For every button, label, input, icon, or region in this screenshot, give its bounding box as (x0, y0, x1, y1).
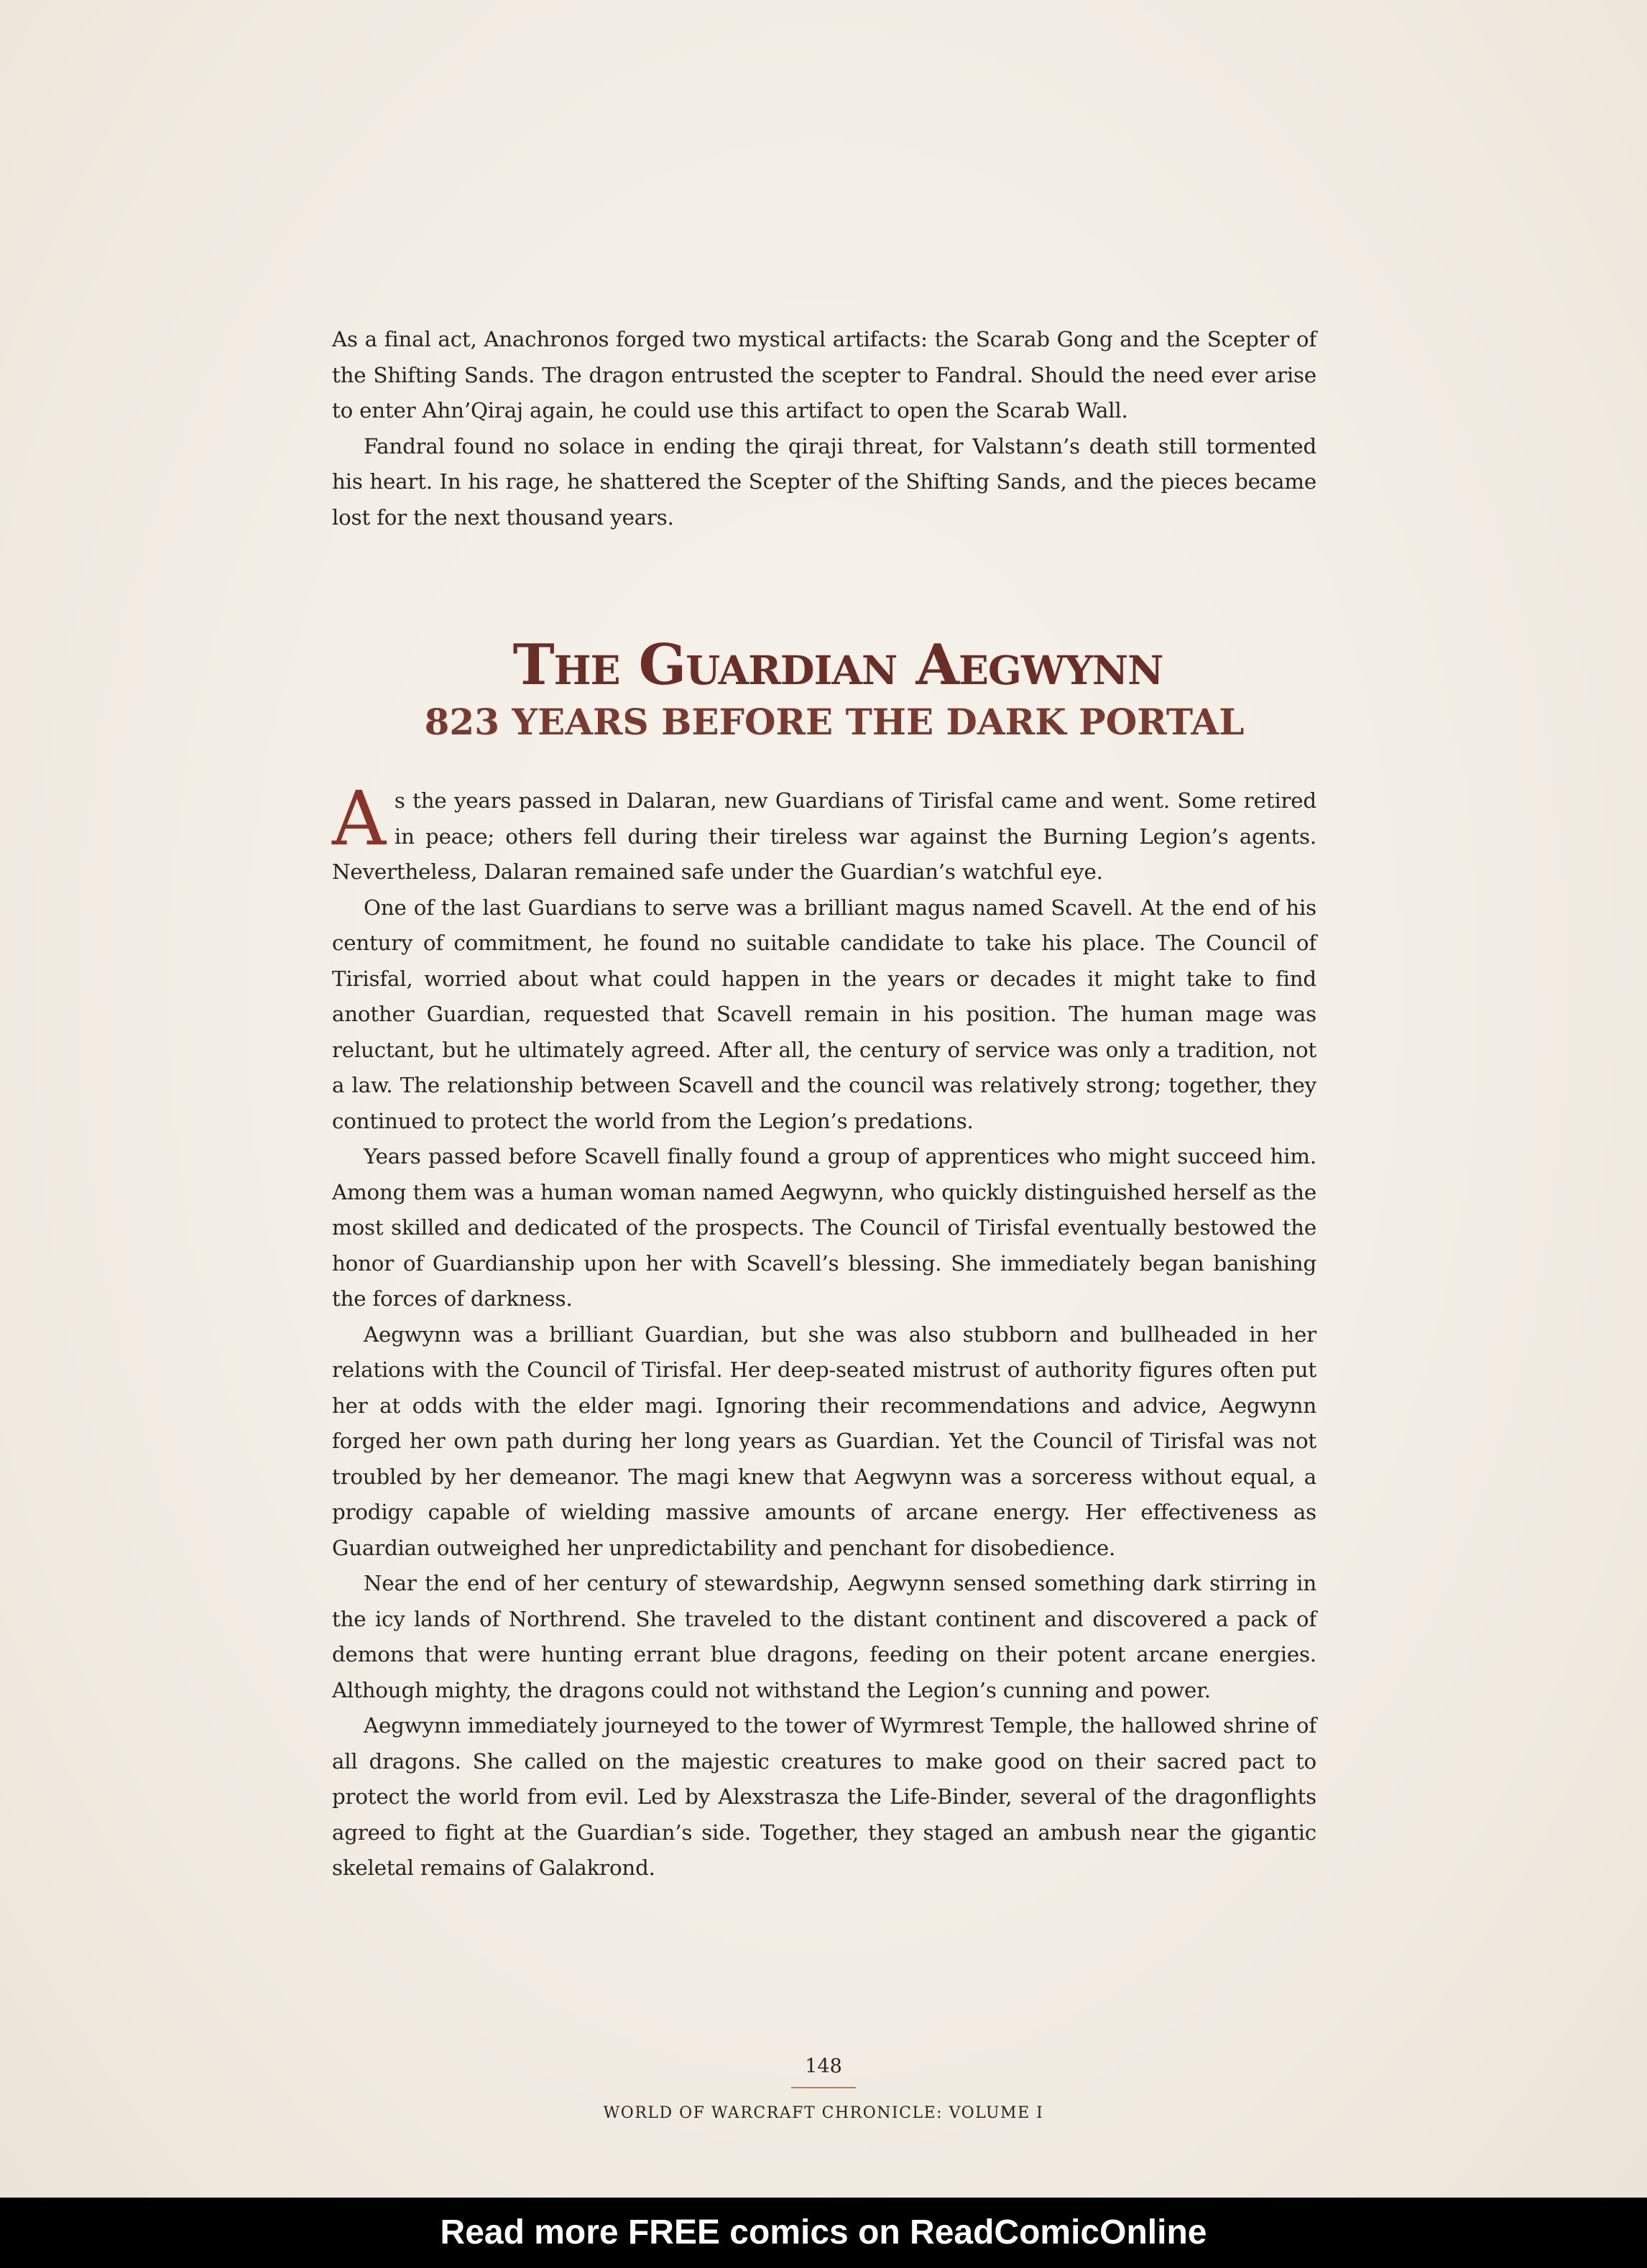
drop-cap: A (332, 775, 386, 862)
chapter-heading (0, 631, 1647, 745)
footer-divider (791, 2087, 856, 2088)
body-paragraph-4: Aegwynn was a brilliant Guardian, but she was also stubborn and bullheaded in her relations with the Council of Tirisfal. Her deep-seated mistrust of authority figures often put her at odds with the elder magi. Ignoring their recommendations and advice, Aegwynn forged her own path during her long years as Guardian. Yet the Council of Tirisfal was not troubled by her demeanor. The magi knew that Aegwynn was a sorceress without equal, a prodigy capable of wielding massive amounts of arcane energy. Her effectiveness as Guardian outweighed her unpredictability and penchant for disobedience. (332, 1322, 1316, 1560)
book-title: WORLD OF WARCRAFT CHRONICLE: VOLUME I (603, 2104, 1044, 2122)
body-paragraph-2: One of the last Guardians to serve was a brilliant magus named Scavell. At the end of his century of commitment, he found no suitable candidate to take his place. The Council of Tirisfal, worried about what could happen in the years or decades it might take to find another Guardian, requested that Scavell remain in his position. The human mage was reluctant, but he ultimately agreed. After all, the century of service was only a tradition, not a law. The relationship between Scavell and the council was relatively strong; together, they continued to protect the world from the Legion’s predations. (332, 895, 1316, 1133)
chapter-title: The Guardian Aegwynn (512, 632, 1163, 698)
chapter-subtitle: 823 YEARS BEFORE THE DARK PORTAL (424, 701, 1245, 743)
body-paragraph-1 (332, 775, 1316, 890)
body-paragraph-5: Near the end of her century of stewardship, Aegwynn sensed something dark stirring in the icy lands of Northrend. She traveled to the distant continent and discovered a pack of demons that were hunting errant blue dragons, feeding on their potent arcane energies. Although mighty, the dragons could not withstand the Legion’s cunning and power. (332, 1571, 1316, 1702)
intro-section (332, 322, 1316, 535)
body-paragraph-1-text: s the years passed in Dalaran, new Guardians of Tirisfal came and went. Some retired in peace; others fell during their tireless war against the Burning Legion’s agents. Nevertheless, Dalaran remained safe under the Guardian’s watchful eye. (332, 788, 1316, 884)
page-number: 148 (805, 2055, 842, 2078)
intro-paragraph-1: As a final act, Anachronos forged two mystical artifacts: the Scarab Gong and the Scepter of the Shifting Sands. The dragon entrusted the scepter to Fandral. Should the need ever arise to enter Ahn’Qiraj again, he could use this artifact to open the Scarab Wall. (332, 327, 1316, 423)
page-footer (0, 2052, 1647, 2122)
intro-paragraph-2: Fandral found no solace in ending the qiraji threat, for Valstann’s death still tormented his heart. In his rage, he shattered the Scepter of the Shifting Sands, and the pieces became lost for the next thousand years. (332, 433, 1316, 530)
chapter-body (332, 775, 1316, 1886)
promo-banner[interactable] (0, 2198, 1647, 2268)
body-paragraph-3: Years passed before Scavell finally found a group of apprentices who might succeed him. Among them was a human woman named Aegwynn, who quickly distinguished herself as the most skilled and dedicated of the prospects. The Council of Tirisfal eventually bestowed the honor of Guardianship upon her with Scavell’s blessing. She immediately began banishing the forces of darkness. (332, 1144, 1316, 1311)
promo-banner-text[interactable]: Read more FREE comics on ReadComicOnline (440, 2213, 1207, 2251)
body-paragraph-6: Aegwynn immediately journeyed to the tower of Wyrmrest Temple, the hallowed shrine of all dragons. She called on the majestic creatures to make good on their sacred pact to protect the world from evil. Led by Alexstrasza the Life-Binder, several of the dragonflights agreed to fight at the Guardian’s side. Together, they staged an ambush near the gigantic skeletal remains of Galakrond. (332, 1713, 1316, 1880)
